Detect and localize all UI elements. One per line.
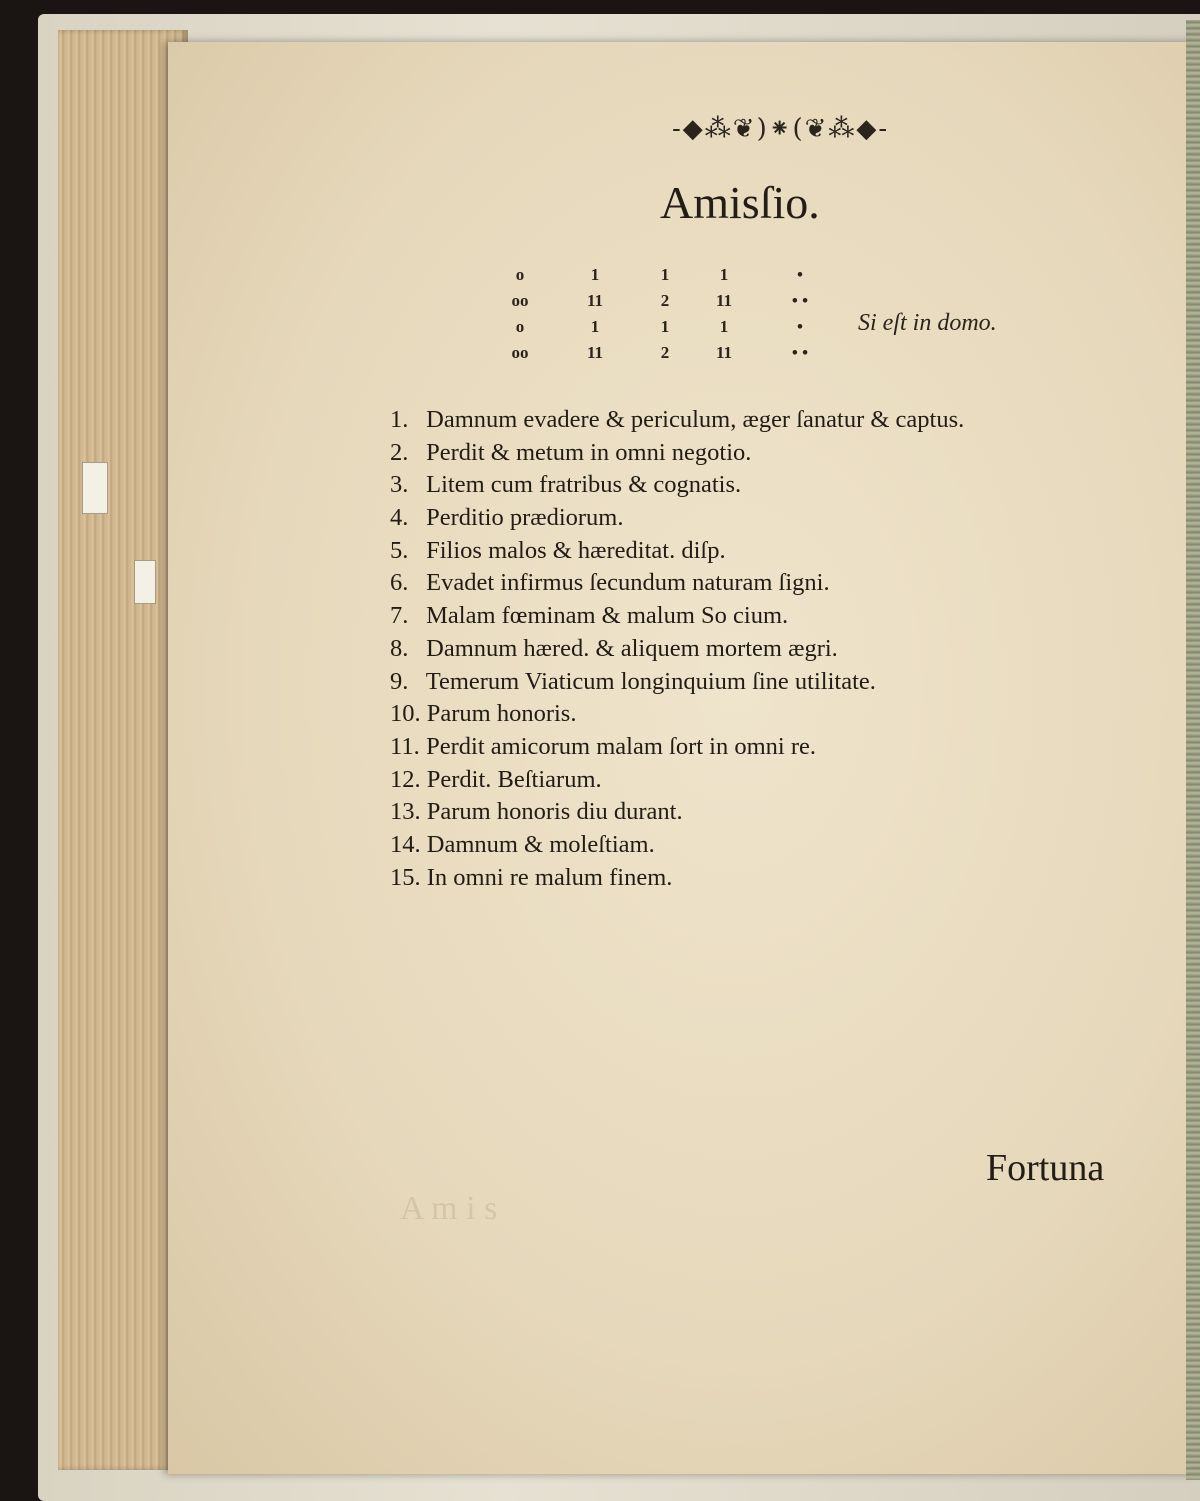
list-item xyxy=(390,600,1180,633)
figure-2-row-3: 1 xyxy=(590,317,600,336)
figure-3-row-1: 1 xyxy=(660,265,670,284)
figure-3-row-2: 2 xyxy=(660,291,670,310)
figure-5-row-2: • • xyxy=(791,291,809,310)
item-number: 15. xyxy=(390,863,421,891)
figure-4-row-4: 11 xyxy=(715,343,733,362)
list-item xyxy=(390,404,1180,437)
bleed-through-text: A m i s xyxy=(400,1190,498,1227)
interpretation-list xyxy=(390,404,1180,894)
item-text: Damnum evadere & periculum, æger ſanatur & captus. xyxy=(426,406,965,433)
figure-1-row-1: o xyxy=(515,265,525,284)
page-tab-1 xyxy=(82,462,108,514)
list-item xyxy=(390,535,1180,568)
page-tab-2 xyxy=(134,560,156,604)
figure-1-row-3: o xyxy=(515,317,525,336)
list-item xyxy=(390,829,1180,862)
item-text: Perditio prædiorum. xyxy=(426,504,624,532)
figure-2-row-4: 11 xyxy=(586,343,604,362)
item-text: Filios malos & hæreditat. diſp. xyxy=(426,536,726,564)
page-title: Amisſio. xyxy=(660,177,820,228)
item-text: In omni re malum finem. xyxy=(426,863,673,891)
item-number: 9. xyxy=(390,667,409,695)
item-text: Perdit amicorum malam ſort in omni re. xyxy=(426,732,816,760)
item-text: Malam fœminam & malum So cium. xyxy=(426,602,789,630)
list-item xyxy=(390,469,1180,502)
list-item xyxy=(390,731,1180,764)
figure-3-row-4: 2 xyxy=(660,343,670,362)
header-ornament: -◆⁂❦)⁕(❦⁂◆- xyxy=(672,114,890,144)
item-text: Evadet infirmus ſecundum naturam ſigni. xyxy=(426,569,830,597)
item-text: Parum honoris. xyxy=(426,700,577,728)
figure-2 xyxy=(575,262,615,366)
item-number: 10. xyxy=(390,700,421,728)
figure-1-row-2: oo xyxy=(511,291,529,310)
figure-3 xyxy=(645,262,685,366)
item-number: 14. xyxy=(390,830,421,858)
item-number: 6. xyxy=(390,569,409,597)
item-text: Perdit. Beſtiarum. xyxy=(426,765,602,793)
figure-3-row-3: 1 xyxy=(660,317,670,336)
item-number: 4. xyxy=(390,504,409,532)
list-item xyxy=(390,567,1180,600)
list-item xyxy=(390,764,1180,797)
item-number: 11. xyxy=(390,732,420,760)
item-number: 8. xyxy=(390,634,409,662)
item-text: Damnum hæred. & aliquem mortem ægri. xyxy=(426,634,838,662)
figure-5-row-3: • xyxy=(797,317,803,336)
figure-5-row-1: • xyxy=(797,265,803,284)
binding-edge xyxy=(1186,20,1200,1480)
item-number: 3. xyxy=(390,471,409,499)
list-item xyxy=(390,502,1180,535)
figure-5 xyxy=(780,262,820,366)
figure-1 xyxy=(500,262,540,366)
item-number: 2. xyxy=(390,438,409,466)
item-number: 13. xyxy=(390,798,421,826)
list-item xyxy=(390,698,1180,731)
figure-4-row-2: 11 xyxy=(715,291,733,310)
figure-2-row-1: 1 xyxy=(590,265,600,284)
figure-2-row-2: 11 xyxy=(586,291,604,310)
item-text: Litem cum fratribus & cognatis. xyxy=(426,471,742,499)
figure-4-row-1: 1 xyxy=(719,265,729,284)
item-text: Temerum Viaticum longinquium ſine utilitate. xyxy=(425,667,876,695)
list-item xyxy=(390,862,1180,895)
list-item xyxy=(390,796,1180,829)
geomantic-figures xyxy=(500,262,840,372)
item-number: 12. xyxy=(390,765,421,793)
item-text: Parum honoris diu durant. xyxy=(426,798,683,826)
figure-1-row-4: oo xyxy=(511,343,529,362)
item-text: Perdit & metum in omni negotio. xyxy=(426,438,752,466)
figure-4 xyxy=(704,262,744,366)
figure-5-row-4: • • xyxy=(791,343,809,362)
item-text: Damnum & moleſtiam. xyxy=(426,830,655,858)
figure-caption: Si eſt in domo. xyxy=(858,310,997,336)
item-number: 5. xyxy=(390,536,409,564)
catchword: Fortuna xyxy=(986,1147,1105,1189)
list-item xyxy=(390,437,1180,470)
list-item xyxy=(390,666,1180,699)
list-item xyxy=(390,633,1180,666)
item-number: 7. xyxy=(390,602,409,630)
figure-4-row-3: 1 xyxy=(719,317,729,336)
item-number: 1. xyxy=(390,406,409,433)
